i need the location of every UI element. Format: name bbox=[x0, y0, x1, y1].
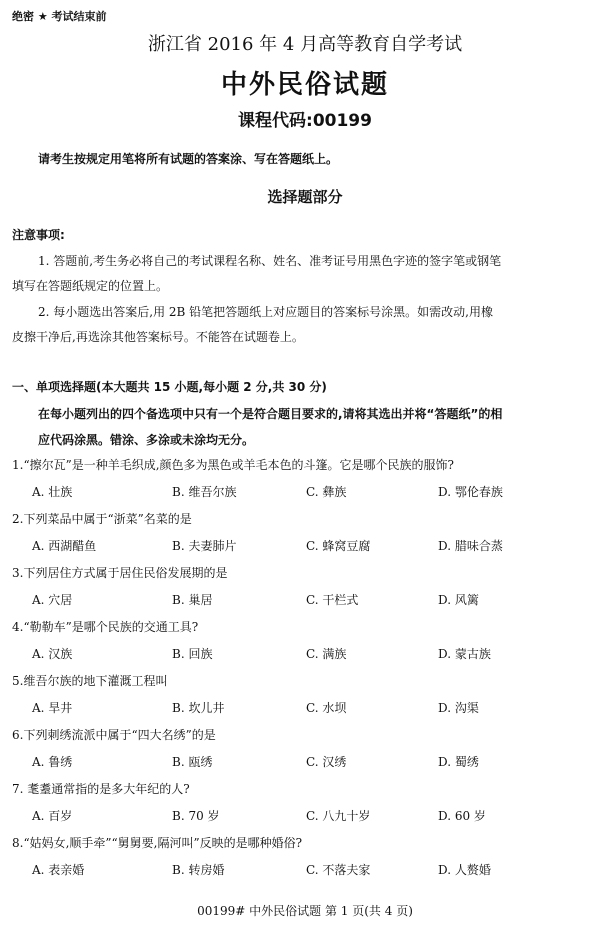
question-stem: 6.下列刺绣流派中属于“四大名绣”的是 bbox=[12, 728, 216, 742]
question-option: C. 彝族 bbox=[306, 485, 347, 499]
question-option: D. 人赘婚 bbox=[438, 863, 491, 877]
question-option: D. 鄂伦春族 bbox=[438, 485, 503, 499]
question-option: B. 转房婚 bbox=[172, 863, 225, 877]
question-option: A. 西湖醋鱼 bbox=[32, 539, 97, 553]
notes-line: 皮擦干净后,再选涂其他答案标号。不能答在试题卷上。 bbox=[12, 330, 304, 344]
paper-title: 中外民俗试题 bbox=[220, 70, 389, 100]
question-option: A. 旱井 bbox=[32, 701, 73, 715]
notes-line: 2. 每小题选出答案后,用 2B 铅笔把答题纸上对应题目的答案标号涂黑。如需改动,用橡 bbox=[38, 305, 493, 319]
section-desc: 应代码涂黑。错涂、多涂或未涂均无分。 bbox=[38, 433, 255, 447]
question-option: A. 壮族 bbox=[32, 485, 73, 499]
question-stem: 7. 耄耋通常指的是多大年纪的人? bbox=[12, 782, 190, 796]
question-option: D. 沟渠 bbox=[438, 701, 479, 715]
answer-instruction: 请考生按规定用笔将所有试题的答案涂、写在答题纸上。 bbox=[38, 152, 339, 166]
question-option: C. 水坝 bbox=[306, 701, 347, 715]
question-option: C. 干栏式 bbox=[306, 593, 359, 607]
question-option: D. 腊味合蒸 bbox=[438, 539, 503, 553]
question-option: B. 瓯绣 bbox=[172, 755, 213, 769]
question-option: C. 蜂窝豆腐 bbox=[306, 539, 371, 553]
part-title: 选择题部分 bbox=[267, 188, 343, 206]
question-option: C. 不落夫家 bbox=[306, 863, 371, 877]
question-option: D. 60 岁 bbox=[438, 809, 486, 823]
question-option: B. 巢居 bbox=[172, 593, 213, 607]
question-option: C. 满族 bbox=[306, 647, 347, 661]
question-option: A. 鲁绣 bbox=[32, 755, 73, 769]
course-code: 课程代码:00199 bbox=[238, 111, 372, 131]
question-stem: 5.维吾尔族的地下灌溉工程叫 bbox=[12, 674, 168, 688]
question-option: B. 夫妻肺片 bbox=[172, 539, 237, 553]
notes-line: 填写在答题纸规定的位置上。 bbox=[12, 279, 169, 293]
question-stem: 8.“姑妈女,顺手牵”“舅舅要,隔河叫”反映的是哪种婚俗? bbox=[12, 836, 303, 850]
question-option: D. 风篱 bbox=[438, 593, 479, 607]
question-stem: 3.下列居住方式属于居住民俗发展期的是 bbox=[12, 566, 228, 580]
exam-title: 浙江省 2016 年 4 月高等教育自学考试 bbox=[147, 34, 463, 55]
question-stem: 2.下列菜品中属于“浙菜”名菜的是 bbox=[12, 512, 192, 526]
question-option: B. 70 岁 bbox=[172, 809, 220, 823]
confidential-mark: 绝密 ★ 考试结束前 bbox=[12, 10, 107, 23]
question-option: A. 表亲婚 bbox=[32, 863, 85, 877]
question-option: D. 蜀绣 bbox=[438, 755, 479, 769]
section-heading: 一、单项选择题(本大题共 15 小题,每小题 2 分,共 30 分) bbox=[12, 380, 327, 394]
question-option: B. 坎儿井 bbox=[172, 701, 225, 715]
notes-heading: 注意事项: bbox=[12, 228, 65, 242]
question-option: A. 穴居 bbox=[32, 593, 73, 607]
section-desc: 在每小题列出的四个备选项中只有一个是符合题目要求的,请将其选出并将“答题纸”的相 bbox=[38, 407, 503, 421]
question-stem: 1.“擦尔瓦”是一种羊毛织成,颜色多为黑色或羊毛本色的斗篷。它是哪个民族的服饰? bbox=[12, 458, 454, 472]
page-footer: 00199# 中外民俗试题 第 1 页(共 4 页) bbox=[197, 904, 413, 918]
question-option: C. 汉绣 bbox=[306, 755, 347, 769]
question-option: D. 蒙古族 bbox=[438, 647, 491, 661]
question-option: B. 维吾尔族 bbox=[172, 485, 237, 499]
notes-line: 1. 答题前,考生务必将自己的考试课程名称、姓名、准考证号用黑色字迹的签字笔或钢笔 bbox=[38, 254, 502, 268]
question-stem: 4.“勒勒车”是哪个民族的交通工具? bbox=[12, 620, 199, 634]
question-option: B. 回族 bbox=[172, 647, 213, 661]
question-option: A. 汉族 bbox=[32, 647, 73, 661]
question-option: C. 八九十岁 bbox=[306, 809, 371, 823]
question-option: A. 百岁 bbox=[32, 809, 73, 823]
